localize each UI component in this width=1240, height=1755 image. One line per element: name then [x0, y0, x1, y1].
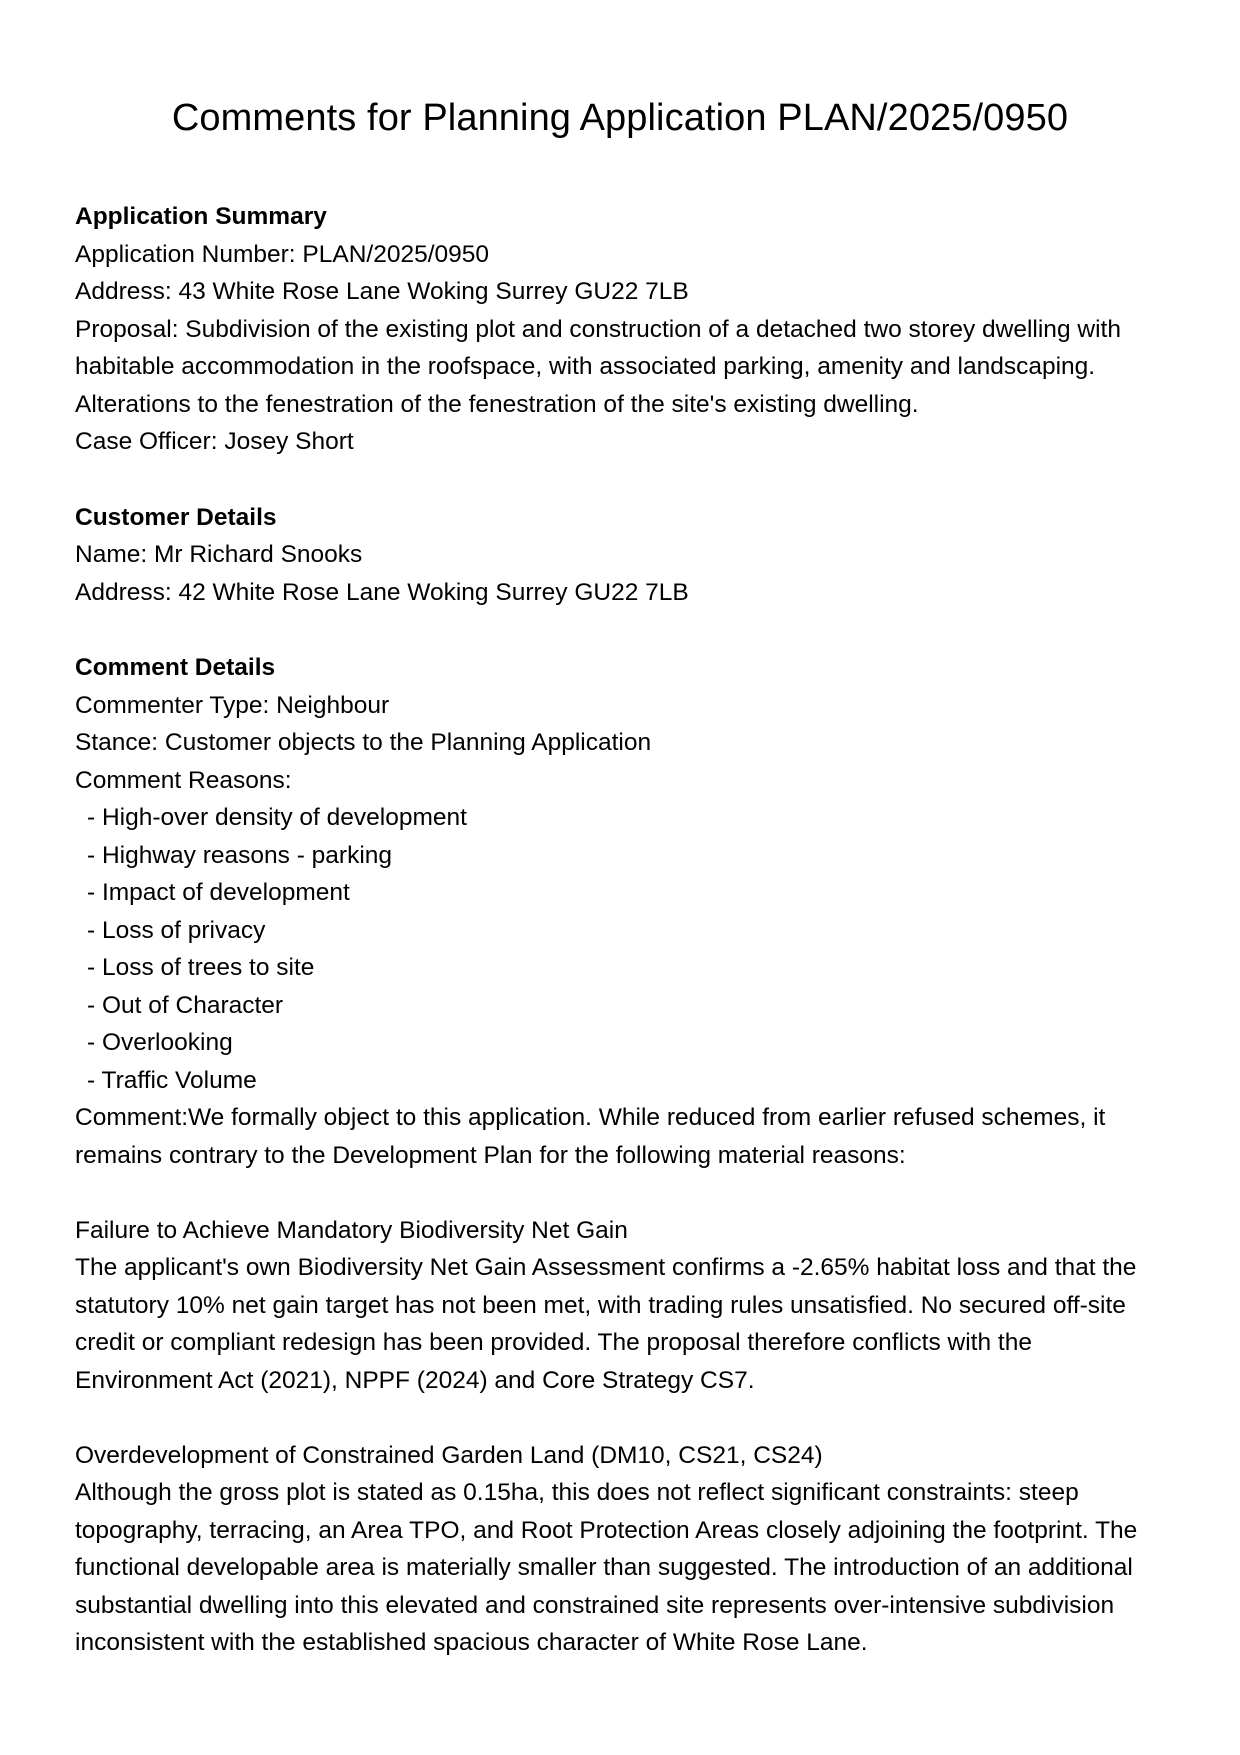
- proposal-line: habitable accommodation in the roofspace, with associated parking, amenity and landscaping.: [75, 353, 1096, 380]
- list-item: - Loss of privacy: [87, 916, 266, 944]
- overdevelopment-line: topography, terracing, an Area TPO, and Root Protection Areas closely adjoining the footprint. The: [75, 1516, 1138, 1544]
- list-item: - Impact of development: [87, 879, 350, 906]
- overdevelopment-block: [75, 1437, 1165, 1662]
- case-officer: Case Officer: Josey Short: [75, 428, 354, 455]
- overdevelopment-line: functional developable area is materially smaller than suggested. The introduction of an additional: [75, 1554, 1133, 1581]
- application-number: Application Number: PLAN/2025/0950: [75, 240, 490, 268]
- commenter-type: Commenter Type: Neighbour: [75, 691, 390, 719]
- overdevelopment-line: substantial dwelling into this elevated and constrained site represents over-intensive subdivision: [75, 1591, 1115, 1619]
- proposal-line: Alterations to the fenestration of the fenestration of the site's existing dwelling.: [75, 390, 919, 418]
- list-item: - Overlooking: [87, 1029, 233, 1056]
- list-item: - Highway reasons - parking: [87, 841, 393, 869]
- comment-reasons-list: [75, 799, 1165, 1099]
- application-summary-heading: Application Summary: [75, 203, 327, 230]
- biodiversity-line: The applicant's own Biodiversity Net Gain Assessment confirms a -2.65% habitat loss and that the: [75, 1254, 1137, 1281]
- comment-details-section: [75, 649, 1165, 1662]
- list-item: - High-over density of development: [87, 804, 467, 831]
- application-address: Address: 43 White Rose Lane Woking Surrey GU22 7LB: [75, 278, 689, 305]
- list-item: - Out of Character: [87, 991, 284, 1019]
- proposal-line: Proposal: Subdivision of the existing plot and construction of a detached two storey dwelling with: [75, 315, 1121, 343]
- comment-text-line: remains contrary to the Development Plan for the following material reasons:: [75, 1141, 906, 1169]
- comment-reasons-label: Comment Reasons:: [75, 766, 292, 794]
- biodiversity-line: Environment Act (2021), NPPF (2024) and Core Strategy CS7.: [75, 1366, 755, 1394]
- list-item: - Traffic Volume: [87, 1066, 257, 1094]
- customer-name: Name: Mr Richard Snooks: [75, 541, 363, 568]
- page-title: Comments for Planning Application PLAN/2025/0950: [171, 97, 1069, 139]
- customer-details-heading: Customer Details: [75, 503, 277, 531]
- biodiversity-line: credit or compliant redesign has been provided. The proposal therefore conflicts with the: [75, 1329, 1032, 1356]
- overdevelopment-line: inconsistent with the established spacious character of White Rose Lane.: [75, 1629, 868, 1656]
- comment-details-heading: Comment Details: [75, 654, 276, 681]
- biodiversity-line: statutory 10% net gain target has not been met, with trading rules unsatisfied. No secured off-site: [75, 1291, 1126, 1319]
- customer-details-section: [75, 499, 1165, 612]
- biodiversity-heading: Failure to Achieve Mandatory Biodiversity Net Gain: [75, 1216, 628, 1244]
- customer-address: Address: 42 White Rose Lane Woking Surrey GU22 7LB: [75, 578, 689, 606]
- stance: Stance: Customer objects to the Planning Application: [75, 729, 652, 756]
- biodiversity-block: [75, 1212, 1165, 1400]
- application-summary-section: [75, 198, 1165, 461]
- overdevelopment-line: Although the gross plot is stated as 0.15ha, this does not reflect significant constraints: steep: [75, 1479, 1079, 1506]
- list-item: - Loss of trees to site: [87, 954, 315, 981]
- overdevelopment-heading: Overdevelopment of Constrained Garden Land (DM10, CS21, CS24): [75, 1441, 823, 1469]
- comment-text-line: Comment:We formally object to this application. While reduced from earlier refused schemes, it: [75, 1104, 1106, 1131]
